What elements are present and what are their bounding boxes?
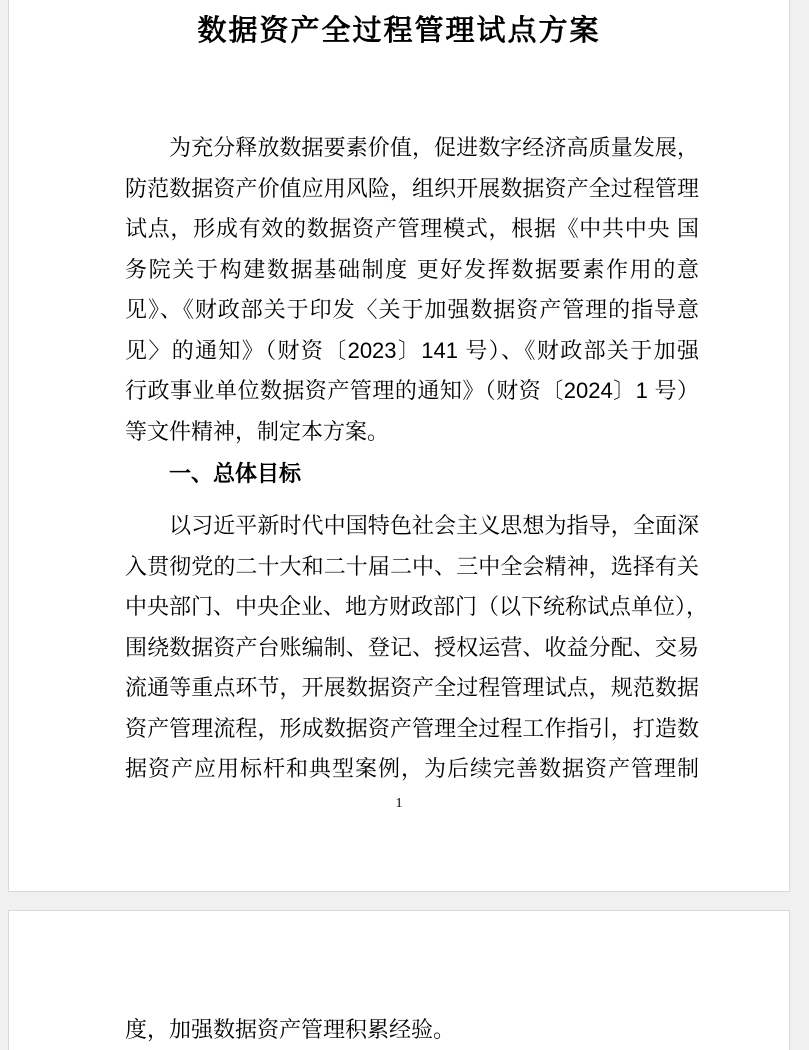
text-line: 资产管理流程，形成数据资产管理全过程工作指引，打造数 [125, 715, 699, 741]
text-line: 等文件精神，制定本方案。 [125, 418, 390, 444]
text-line: 度，加强数据资产管理积累经验。 [125, 1017, 456, 1042]
text-line: 防范数据资产价值应用风险，组织开展数据资产全过程管理 [125, 175, 699, 201]
paragraph-1 [125, 128, 699, 452]
paragraph-2 [125, 506, 709, 790]
document-page-2[interactable] [8, 910, 790, 1050]
text-line: 中央部门、中央企业、地方财政部门（以下统称试点单位）， [125, 594, 709, 619]
text-line: 试点，形成有效的数据资产管理模式，根据《中共中央 国 [125, 216, 699, 241]
text-line: 据资产应用标杆和典型案例，为后续完善数据资产管理制 [125, 756, 699, 781]
text-line: 见》、《财政部关于印发〈关于加强数据资产管理的指导意 [125, 297, 699, 322]
section-heading-1: 一、总体目标 [169, 461, 302, 486]
document-page-1[interactable] [8, 0, 790, 892]
text-line: 见〉的通知》（财资〔2023〕141 号）、《财政部关于加强 [125, 337, 699, 363]
text-line: 以习近平新时代中国特色社会主义思想为指导，全面深 [169, 513, 699, 538]
document-title: 数据资产全过程管理试点方案 [197, 15, 601, 47]
page-number: 1 [395, 796, 403, 811]
text-line: 行政事业单位数据资产管理的通知》（财资〔2024〕1 号） [125, 378, 699, 403]
text-line: 流通等重点环节，开展数据资产全过程管理试点，规范数据 [125, 675, 699, 700]
text-line: 务院关于构建数据基础制度 更好发挥数据要素作用的意 [125, 256, 699, 282]
text-line: 围绕数据资产台账编制、登记、授权运营、收益分配、交易 [125, 634, 699, 660]
text-line: 入贯彻党的二十大和二十届二中、三中全会精神，选择有关 [125, 553, 699, 579]
text-line: 为充分释放数据要素价值，促进数字经济高质量发展， [169, 135, 699, 160]
